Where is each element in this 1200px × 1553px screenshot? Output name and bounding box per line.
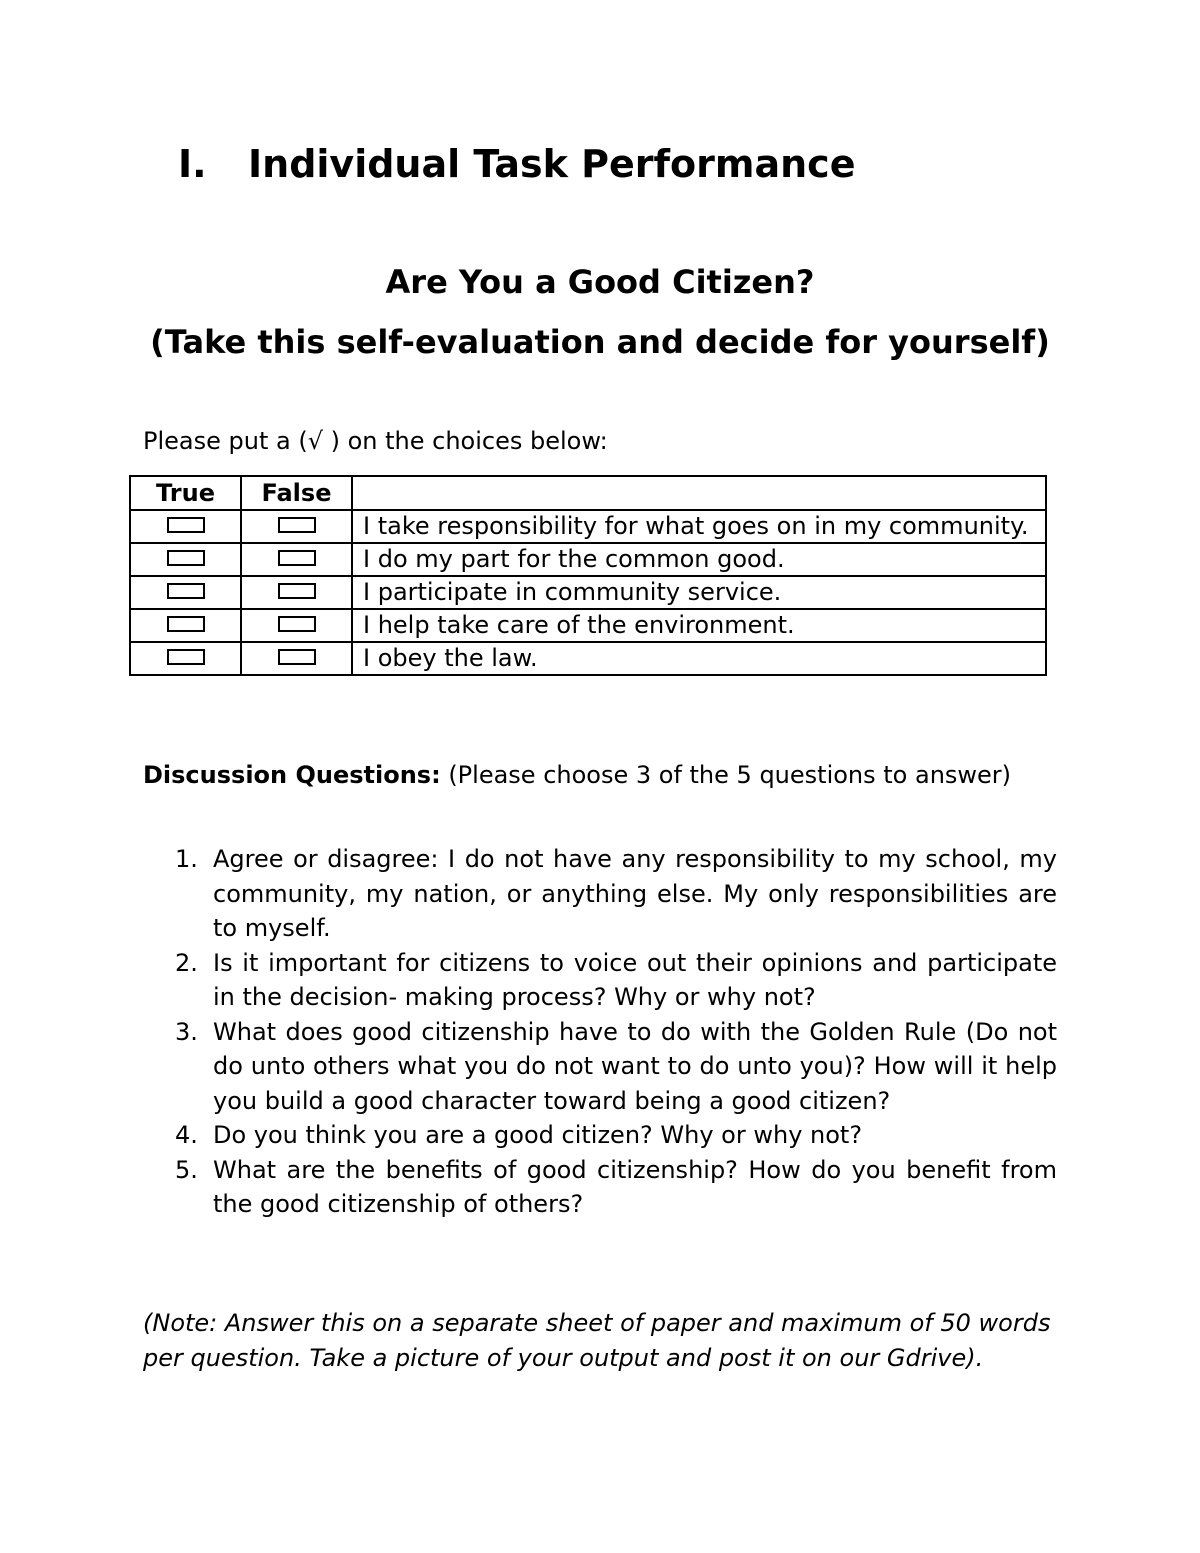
list-item	[175, 1118, 1057, 1153]
false-checkbox[interactable]	[278, 517, 316, 533]
header-false: False	[241, 476, 352, 510]
question-number: 1.	[175, 845, 198, 873]
instruction-text: Please put a (√ ) on the choices below:	[143, 427, 608, 455]
true-checkbox[interactable]	[167, 517, 205, 533]
section-title: Individual Task Performance	[248, 142, 856, 186]
question-text: What does good citizenship have to do with the Golden Rule (Do not do unto others what you do not want to do unto you)? How will it help you build a good character toward being a good citizen?	[213, 1017, 1057, 1115]
table-row	[130, 543, 1046, 576]
question-text: Do you think you are a good citizen? Why or why not?	[213, 1121, 863, 1149]
section-number: I.	[178, 142, 207, 186]
false-cell	[241, 543, 352, 576]
table-row	[130, 510, 1046, 543]
true-cell	[130, 576, 241, 609]
statement-text: I obey the law.	[352, 642, 1046, 675]
true-checkbox[interactable]	[167, 616, 205, 632]
list-item	[175, 946, 1057, 1015]
true-checkbox[interactable]	[167, 550, 205, 566]
page-subtitle: (Take this self-evaluation and decide for yourself)	[150, 323, 1050, 361]
discussion-intro	[143, 758, 1043, 793]
table-header-row	[130, 476, 1046, 510]
question-list	[0, 842, 1057, 1222]
true-cell	[130, 543, 241, 576]
question-text: What are the benefits of good citizenship? How do you benefit from the good citizenship of others?	[213, 1155, 1057, 1218]
false-checkbox[interactable]	[278, 649, 316, 665]
false-cell	[241, 510, 352, 543]
false-checkbox[interactable]	[278, 583, 316, 599]
statement-text: I participate in community service.	[352, 576, 1046, 609]
list-item	[175, 1015, 1057, 1119]
question-number: 4.	[175, 1121, 198, 1149]
discussion-label: Discussion Questions:	[143, 761, 441, 789]
statement-text: I do my part for the common good.	[352, 543, 1046, 576]
table-row	[130, 576, 1046, 609]
false-checkbox[interactable]	[278, 616, 316, 632]
true-checkbox[interactable]	[167, 649, 205, 665]
list-item	[175, 842, 1057, 946]
statement-text: I take responsibility for what goes on in my community.	[352, 510, 1046, 543]
table-row	[130, 642, 1046, 675]
false-cell	[241, 642, 352, 675]
statement-text: I help take care of the environment.	[352, 609, 1046, 642]
false-checkbox[interactable]	[278, 550, 316, 566]
true-cell	[130, 510, 241, 543]
true-checkbox[interactable]	[167, 583, 205, 599]
false-cell	[241, 576, 352, 609]
header-statement	[352, 476, 1046, 510]
list-item	[175, 1153, 1057, 1222]
question-number: 5.	[175, 1155, 198, 1184]
self-evaluation-table	[129, 475, 1047, 676]
false-cell	[241, 609, 352, 642]
true-cell	[130, 642, 241, 675]
question-text: Is it important for citizens to voice out their opinions and participate in the decision- making process? Why or why not?	[213, 948, 1057, 1011]
table-row	[130, 609, 1046, 642]
section-heading	[178, 140, 855, 188]
true-cell	[130, 609, 241, 642]
question-number: 3.	[175, 1017, 198, 1046]
header-true: True	[130, 476, 241, 510]
note-text: (Note: Answer this on a separate sheet of paper and maximum of 50 words per question. Take a picture of your output and post it on our Gdrive).	[143, 1309, 1051, 1372]
page-title: Are You a Good Citizen?	[385, 263, 815, 301]
question-number: 2.	[175, 948, 198, 977]
question-text: Agree or disagree: I do not have any responsibility to my school, my community, my nation, or anything else. My only responsibilities are to myself.	[213, 845, 1057, 942]
discussion-instruction: (Please choose 3 of the 5 questions to answer)	[440, 761, 1012, 789]
